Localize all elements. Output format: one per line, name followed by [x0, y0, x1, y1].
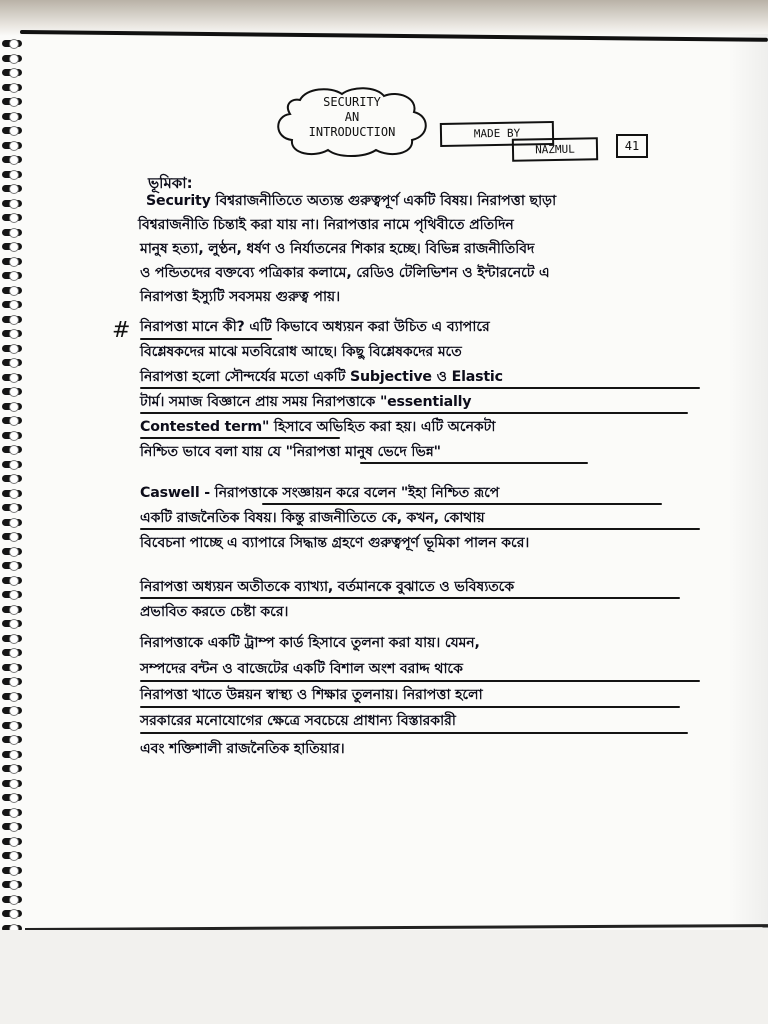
underline-mark: [140, 387, 700, 389]
made-by-box: MADE BY: [440, 121, 554, 147]
punch-hole: [9, 445, 19, 455]
punch-hole: [9, 750, 19, 760]
underline-mark: [360, 462, 588, 464]
intro-line: Security বিশ্বরাজনীতিতে অত্যন্ত গুরুত্বপূর্ণ একটি বিষয়। নিরাপত্তা ছাড়া: [146, 193, 557, 209]
punch-hole: [9, 547, 19, 557]
punch-hole: [9, 663, 19, 673]
punch-hole: [9, 141, 19, 151]
page-bottom-area: [0, 930, 768, 1024]
punch-hole: [9, 54, 19, 64]
punch-hole: [9, 271, 19, 281]
punch-hole: [9, 895, 19, 905]
section3-line: প্রভাবিত করতে চেষ্টা করে।: [140, 604, 289, 620]
punch-hole: [9, 677, 19, 687]
punch-hole: [9, 228, 19, 238]
punch-hole: [9, 605, 19, 615]
section4-line: নিরাপত্তাকে একটি ট্রাম্প কার্ড হিসাবে তুলনা করা যায়। যেমন,: [140, 635, 480, 651]
underline-mark: [140, 706, 680, 708]
punch-hole: [9, 184, 19, 194]
punch-hole: [9, 779, 19, 789]
section4-line: এবং শক্তিশালী রাজনৈতিক হাতিয়ার।: [140, 741, 345, 757]
section1-line: বিশ্লেষকদের মাঝে মতবিরোধ আছে। কিছু বিশ্লেষকদের মতে: [140, 344, 462, 360]
hash-marker: #: [112, 318, 131, 343]
underline-mark: [262, 503, 662, 505]
punch-hole: [9, 764, 19, 774]
punch-hole: [9, 126, 19, 136]
section1-line: Contested term" হিসাবে অভিহিত করা হয়। এটি অনেকটা: [140, 419, 496, 435]
page-right-shade: [728, 34, 768, 930]
punch-hole: [9, 561, 19, 571]
punch-hole: [9, 851, 19, 861]
underline-mark: [140, 412, 688, 414]
spiral-binding: [0, 40, 26, 940]
section2-line: Caswell - নিরাপত্তাকে সংজ্ঞায়ন করে বলেন "ইহা নিশ্চিত রূপে: [140, 485, 500, 501]
punch-hole: [9, 880, 19, 890]
punch-hole: [9, 837, 19, 847]
intro-heading: ভূমিকা:: [148, 174, 193, 192]
punch-hole: [9, 460, 19, 470]
punch-hole: [9, 97, 19, 107]
punch-hole: [9, 300, 19, 310]
punch-hole: [9, 83, 19, 93]
punch-hole: [9, 808, 19, 818]
punch-hole: [9, 416, 19, 426]
section2-line: বিবেচনা পাচ্ছে এ ব্যাপারে সিদ্ধান্ত গ্রহণে গুরুত্বপূর্ণ ভূমিকা পালন করে।: [140, 535, 530, 551]
punch-hole: [9, 344, 19, 354]
intro-line: নিরাপত্তা ইস্যুটি সবসময় গুরুত্ব পায়।: [140, 289, 340, 305]
punch-hole: [9, 735, 19, 745]
punch-hole: [9, 68, 19, 78]
section1-line: নিশ্চিত ভাবে বলা যায় যে "নিরাপত্তা মানুষ ভেদে ভিন্ন": [140, 444, 441, 460]
punch-hole: [9, 242, 19, 252]
punch-hole: [9, 358, 19, 368]
punch-hole: [9, 518, 19, 528]
section4-line: সরকারের মনোযোগের ক্ষেত্রে সবচেয়ে প্রাধান্য বিস্তারকারী: [140, 713, 456, 729]
punch-hole: [9, 866, 19, 876]
underline-mark: [140, 732, 688, 734]
title-cloud: [272, 86, 432, 158]
punch-hole: [9, 199, 19, 209]
title-line-security: SECURITY: [323, 95, 381, 109]
title-line-introduction: INTRODUCTION: [308, 125, 396, 139]
punch-hole: [9, 721, 19, 731]
punch-hole: [9, 489, 19, 499]
punch-hole: [9, 112, 19, 122]
underline-mark: [140, 528, 700, 530]
punch-hole: [9, 315, 19, 325]
intro-line: বিশ্বরাজনীতি চিন্তাই করা যায় না। নিরাপত্তার নামে পৃথিবীতে প্রতিদিন: [138, 217, 514, 233]
punch-hole: [9, 576, 19, 586]
section1-line: টার্ম। সমাজ বিজ্ঞানে প্রায় সময় নিরাপত্তাকে "essentially: [140, 394, 472, 410]
punch-hole: [9, 532, 19, 542]
punch-hole: [9, 474, 19, 484]
page-number-box: 41: [616, 134, 648, 158]
section3-line: নিরাপত্তা অধ্যয়ন অতীতকে ব্যাখ্যা, বর্তমানকে বুঝাতে ও ভবিষ্যতকে: [140, 579, 515, 595]
punch-hole: [9, 793, 19, 803]
author-box: NAZMUL: [512, 137, 598, 161]
section2-line: একটি রাজনৈতিক বিষয়। কিন্তু রাজনীতিতে কে, কখন, কোথায়: [140, 510, 485, 526]
punch-hole: [9, 286, 19, 296]
section4-line: সম্পদের বন্টন ও বাজেটের একটি বিশাল অংশ বরাদ্দ থাকে: [140, 661, 463, 677]
section4-line: নিরাপত্তা খাতে উন্নয়ন স্বাস্থ্য ও শিক্ষার তুলনায়। নিরাপত্তা হলো: [140, 687, 483, 703]
punch-hole: [9, 329, 19, 339]
punch-hole: [9, 909, 19, 919]
punch-hole: [9, 706, 19, 716]
punch-hole: [9, 373, 19, 383]
punch-hole: [9, 431, 19, 441]
section1-line: নিরাপত্তা হলো সৌন্দর্যের মতো একটি Subjective ও Elastic: [140, 369, 503, 385]
punch-hole: [9, 155, 19, 165]
punch-hole: [9, 692, 19, 702]
punch-hole: [9, 387, 19, 397]
punch-hole: [9, 590, 19, 600]
punch-hole: [9, 619, 19, 629]
intro-line: ও পন্ডিতদের বক্তব্যে পত্রিকার কলামে, রেডিও টেলিভিশন ও ইন্টারনেটে এ: [140, 265, 550, 281]
punch-hole: [9, 648, 19, 658]
punch-hole: [9, 634, 19, 644]
intro-line: মানুষ হত্যা, লুণ্ঠন, ধর্ষণ ও নির্যাতনের শিকার হচ্ছে। বিভিন্ন রাজনীতিবিদ: [140, 241, 535, 257]
underline-mark: [140, 597, 680, 599]
punch-hole: [9, 213, 19, 223]
title-line-an: AN: [344, 110, 360, 124]
section1-line: নিরাপত্তা মানে কী? এটি কিভাবে অধ্যয়ন করা উচিত এ ব্যাপারে: [140, 319, 490, 335]
punch-hole: [9, 170, 19, 180]
punch-hole: [9, 822, 19, 832]
title-text: [272, 95, 432, 140]
punch-hole: [9, 402, 19, 412]
underline-mark: [140, 437, 340, 439]
punch-hole: [9, 257, 19, 267]
underline-mark: [140, 338, 272, 340]
punch-hole: [9, 39, 19, 49]
punch-hole: [9, 503, 19, 513]
underline-mark: [140, 680, 700, 682]
